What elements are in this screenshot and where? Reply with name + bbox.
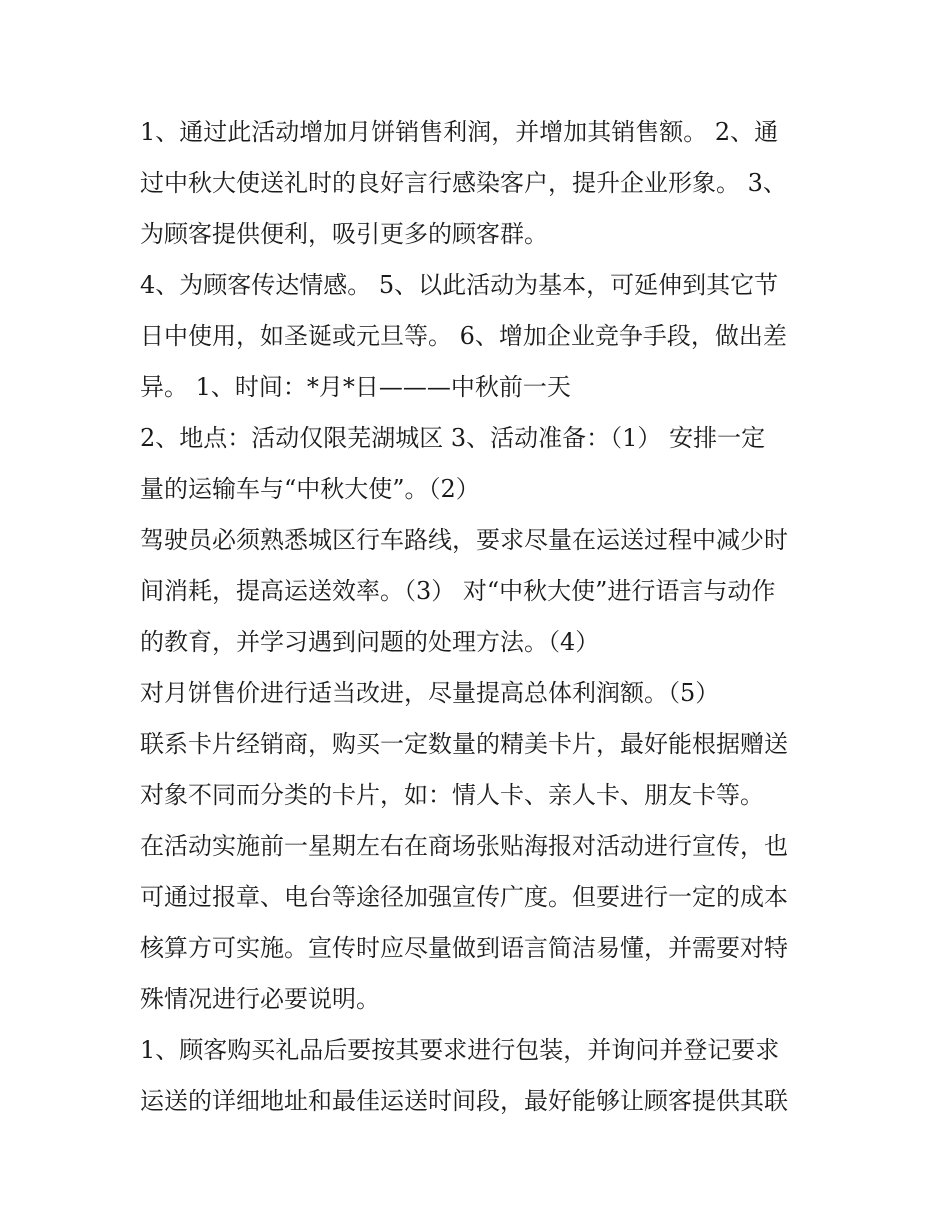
text-line: 1、通过此活动增加月饼销售利润，并增加其销售额。 2、通 bbox=[140, 118, 779, 146]
text-line: 异。 1、时间：*月*日———中秋前一天 bbox=[140, 373, 571, 401]
text-line: 为顾客提供便利，吸引更多的顾客群。 bbox=[140, 220, 548, 248]
text-line: 核算方可实施。宣传时应尽量做到语言简洁易懂，并需要对特 bbox=[140, 934, 788, 962]
text-line: 运送的详细地址和最佳运送时间段，最好能够让顾客提供其联 bbox=[140, 1087, 788, 1115]
text-line: 日中使用，如圣诞或元旦等。 6、增加企业竞争手段，做出差 bbox=[140, 322, 787, 350]
text-line: 对月饼售价进行适当改进，尽量提高总体利润额。（5） bbox=[140, 679, 720, 707]
text-line: 2、地点：活动仅限芜湖城区 3、活动准备：（1） 安排一定 bbox=[140, 424, 766, 452]
document-body bbox=[140, 107, 830, 1127]
text-line: 殊情况进行必要说明。 bbox=[140, 985, 380, 1013]
text-line: 可通过报章、电台等途径加强宣传广度。但要进行一定的成本 bbox=[140, 883, 788, 911]
text-line: 在活动实施前一星期左右在商场张贴海报对活动进行宣传，也 bbox=[140, 832, 788, 860]
text-line: 间消耗，提高运送效率。（3） 对“中秋大使”进行语言与动作 bbox=[140, 577, 776, 605]
text-line: 4、为顾客传达情感。 5、以此活动为基本，可延伸到其它节 bbox=[140, 271, 779, 299]
text-line: 量的运输车与“中秋大使”。（2） bbox=[140, 475, 480, 503]
text-line: 对象不同而分类的卡片，如：情人卡、亲人卡、朋友卡等。 bbox=[140, 781, 764, 809]
text-line: 1、顾客购买礼品后要按其要求进行包装，并询问并登记要求 bbox=[140, 1036, 780, 1064]
text-line: 联系卡片经销商，购买一定数量的精美卡片，最好能根据赠送 bbox=[140, 730, 788, 758]
text-line: 驾驶员必须熟悉城区行车路线，要求尽量在运送过程中减少时 bbox=[140, 526, 788, 554]
text-line: 过中秋大使送礼时的良好言行感染客户，提升企业形象。 3、 bbox=[140, 169, 787, 197]
text-line: 的教育，并学习遇到问题的处理方法。（4） bbox=[140, 628, 600, 656]
